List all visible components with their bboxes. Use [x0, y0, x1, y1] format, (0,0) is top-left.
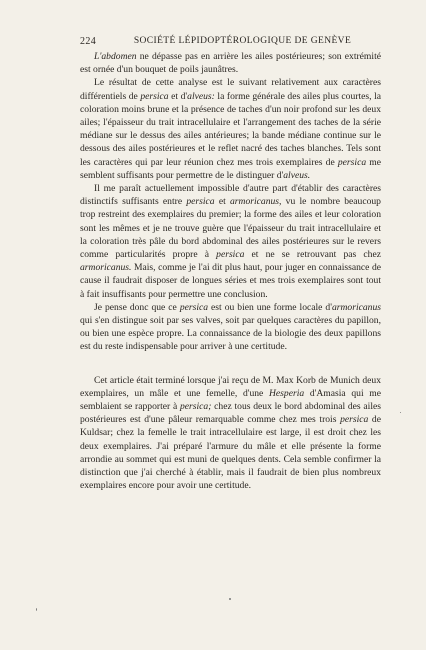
paper-speck: [400, 412, 401, 413]
paper-speck: [229, 598, 231, 600]
running-title: SOCIÉTÉ LÉPIDOPTÉROLOGIQUE DE GENÈVE: [133, 36, 352, 46]
paragraph-addendum: Cet article était terminé lorsque j'ai reçu de M. Max Korb de Munich deux exemplaires, un mâle et une femelle, d'une Hesperia d'Amasia qui me semblaient se rapporter à persica; chez tous deux le bord abdominal des ailes postérieures est d'une pâleur remarquable comme chez mes trois persica de Kuldsar; chez la femelle le trait intracellulaire est large, il est droit chez les deux exemplaires. J'ai préparé l'armure du mâle et elle présente la forme arrondie au sommet qui est muni de quelques dents. Cela semble confirmer la distinction que j'ai cherché à établir, mais il faudrait de bien plus nombreux exemplaires encore pour avoir une certitude.: [80, 374, 381, 492]
paragraph-analysis: Le résultat de cette analyse est le suivant relativement aux caractères différentiels de persica et d'alveus: la forme générale des ailes plus courtes, la coloration moins brune et la présence de taches d'un noir profond sur les deux ailes; l'épaisseur du trait intracellulaire et l'arrangement des taches de la série médiane sur le dessus des ailes antérieures; la bande médiane continue sur le dessous des ailes postérieures et le reflet nacré des taches blanches. Tels sont les caractères qui par leur réunion chez mes trois exemplaires de persica me semblent suffisants pour permettre de le distinguer d'alveus.: [80, 77, 381, 181]
page-number: 224: [80, 36, 97, 47]
paragraph-abdomen: L'abdomen ne dépasse pas en arrière les ailes postérieures; son extrémité est ornée d'un bouquet de poils jaunâtres.: [80, 51, 381, 76]
page-body: [80, 50, 381, 493]
paragraph-conclusion: Je pense donc que ce persica est ou bien une forme locale d'armoricanus qui s'en distingue soit par ses valves, soit par quelques caractères du papillon, ou bien une espèce propre. La connaissance de la biologie des deux papillons est du reste indispensable pour arriver à une certitude.: [80, 301, 381, 353]
paragraph-comparison: Il me paraît actuellement impossible d'autre part d'établir des caractères distinctifs suffisants entre persica et armoricanus, vu le nombre beaucoup trop restreint des exemplaires du premier; la forme des ailes et leur coloration sont les mêmes et je ne trouve guère que l'épaisseur du trait intracellulaire et la coloration très pâle du bord abdominal des ailes postérieures sur le revers comme particularités propre à persica et ne se retrouvant pas chez armoricanus. Mais, comme je l'ai dit plus haut, pour juger en connaissance de cause il faudrait disposer de longues séries et mes trois exemplaires sont tout à fait insuffisants pour permettre une conclusion.: [80, 183, 381, 300]
paper-speck: [36, 608, 37, 611]
